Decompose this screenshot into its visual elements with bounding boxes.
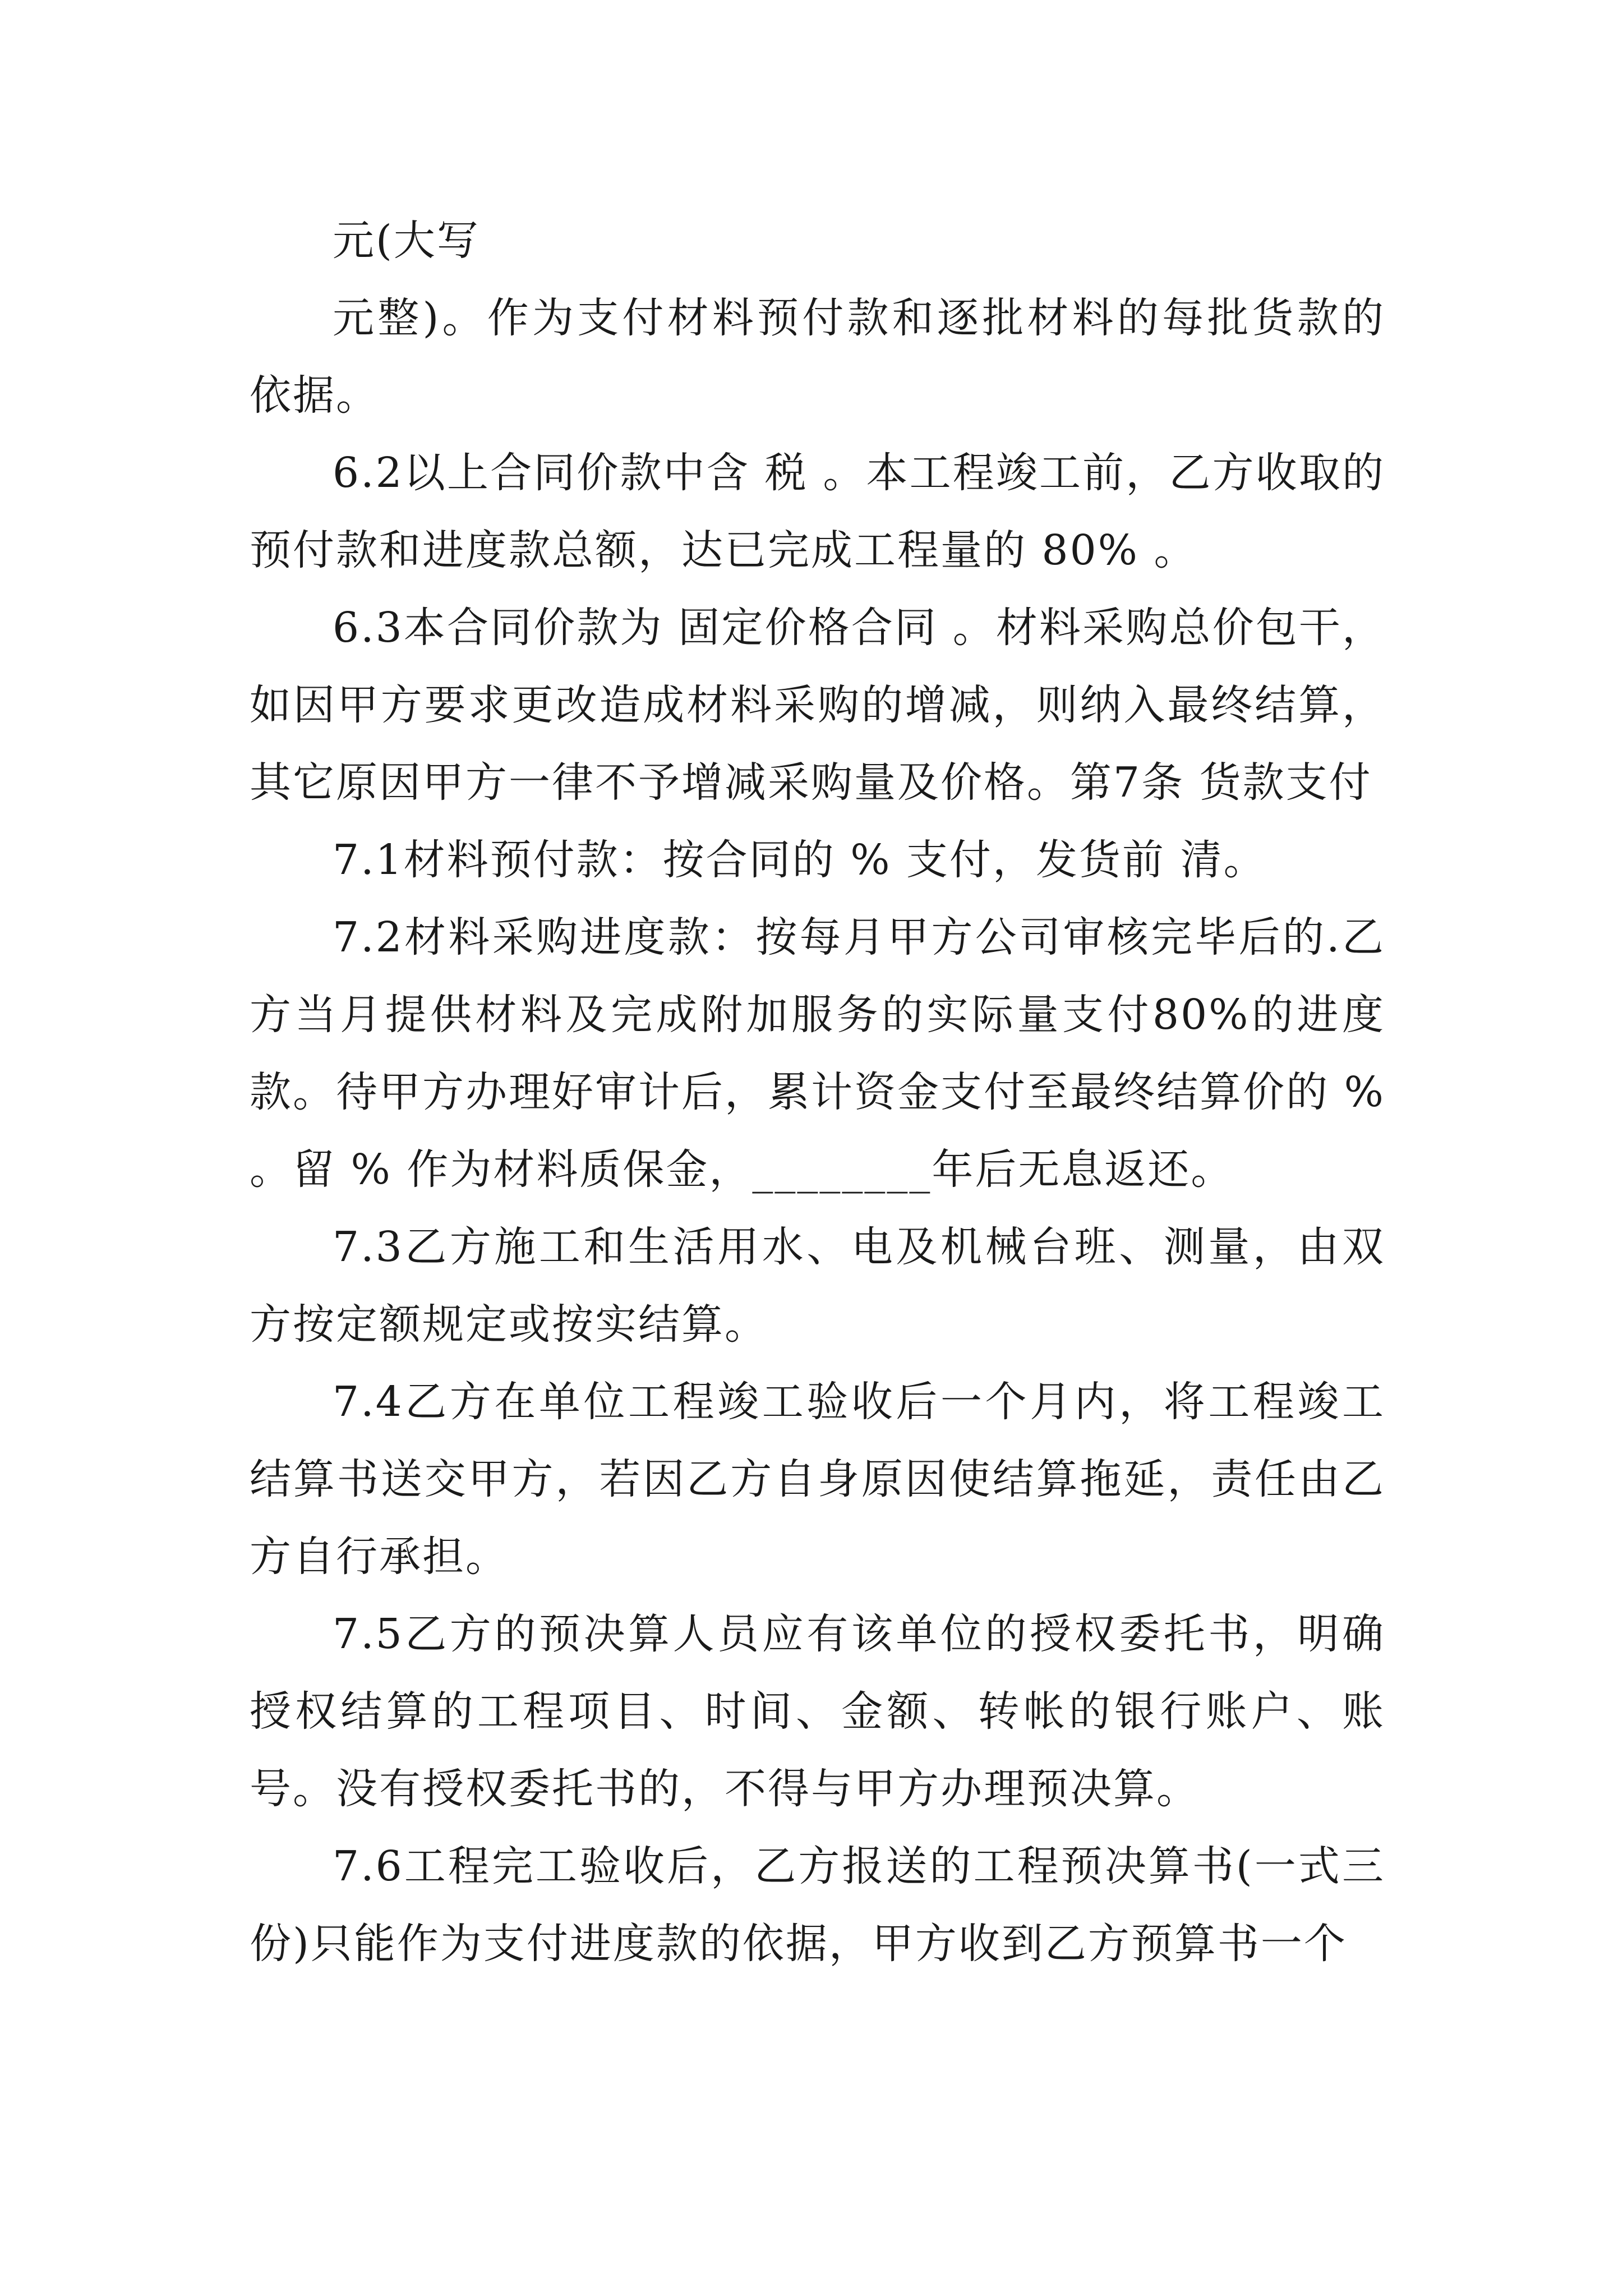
paragraph-7-4: 7.4乙方在单位工程竣工验收后一个月内，将工程竣工结算书送交甲方，若因乙方自身原因使结算拖延，责任由乙方自行承担。 <box>250 1378 1385 1581</box>
paragraph-amount-basis: 元整)。作为支付材料预付款和逐批材料的每批货款的依据。 <box>250 294 1385 420</box>
paragraph-6-2: 6.2以上合同价款中含 税 。本工程竣工前，乙方收取的预付款和进度款总额，达已完成工程量的 80% 。 <box>250 449 1385 574</box>
paragraph-6-3: 6.3本合同价款为 固定价格合同 。材料采购总价包干，如因甲方要求更改造成材料采购的增减，则纳入最终结算，其它原因甲方一律不予增减采购量及价格。第7条 货款支付 <box>250 604 1385 807</box>
paragraph-7-3: 7.3乙方施工和生活用水、电及机械台班、测量，由双方按定额规定或按实结算。 <box>250 1223 1385 1349</box>
paragraph-7-5: 7.5乙方的预决算人员应有该单位的授权委托书，明确授权结算的工程项目、时间、金额、转帐的银行账户、账号。没有授权委托书的，不得与甲方办理预决算。 <box>250 1610 1385 1813</box>
paragraph-7-6: 7.6工程完工验收后，乙方报送的工程预决算书(一式三份)只能作为支付进度款的依据，甲方收到乙方预算书一个 <box>250 1842 1385 1968</box>
document-body <box>250 202 1385 1982</box>
paragraph-amount-capital: 元(大写 <box>333 217 480 265</box>
paragraph-7-1: 7.1材料预付款：按合同的 % 支付，发货前 清。 <box>333 836 1267 884</box>
paragraph-7-2: 7.2材料采购进度款：按每月甲方公司审核完毕后的.乙方当月提供材料及完成附加服务的实际量支付80%的进度款。待甲方办理好审计后，累计资金支付至最终结算价的 % 。留 % 作为材料质保金，________年后无息返还。 <box>250 913 1385 1194</box>
